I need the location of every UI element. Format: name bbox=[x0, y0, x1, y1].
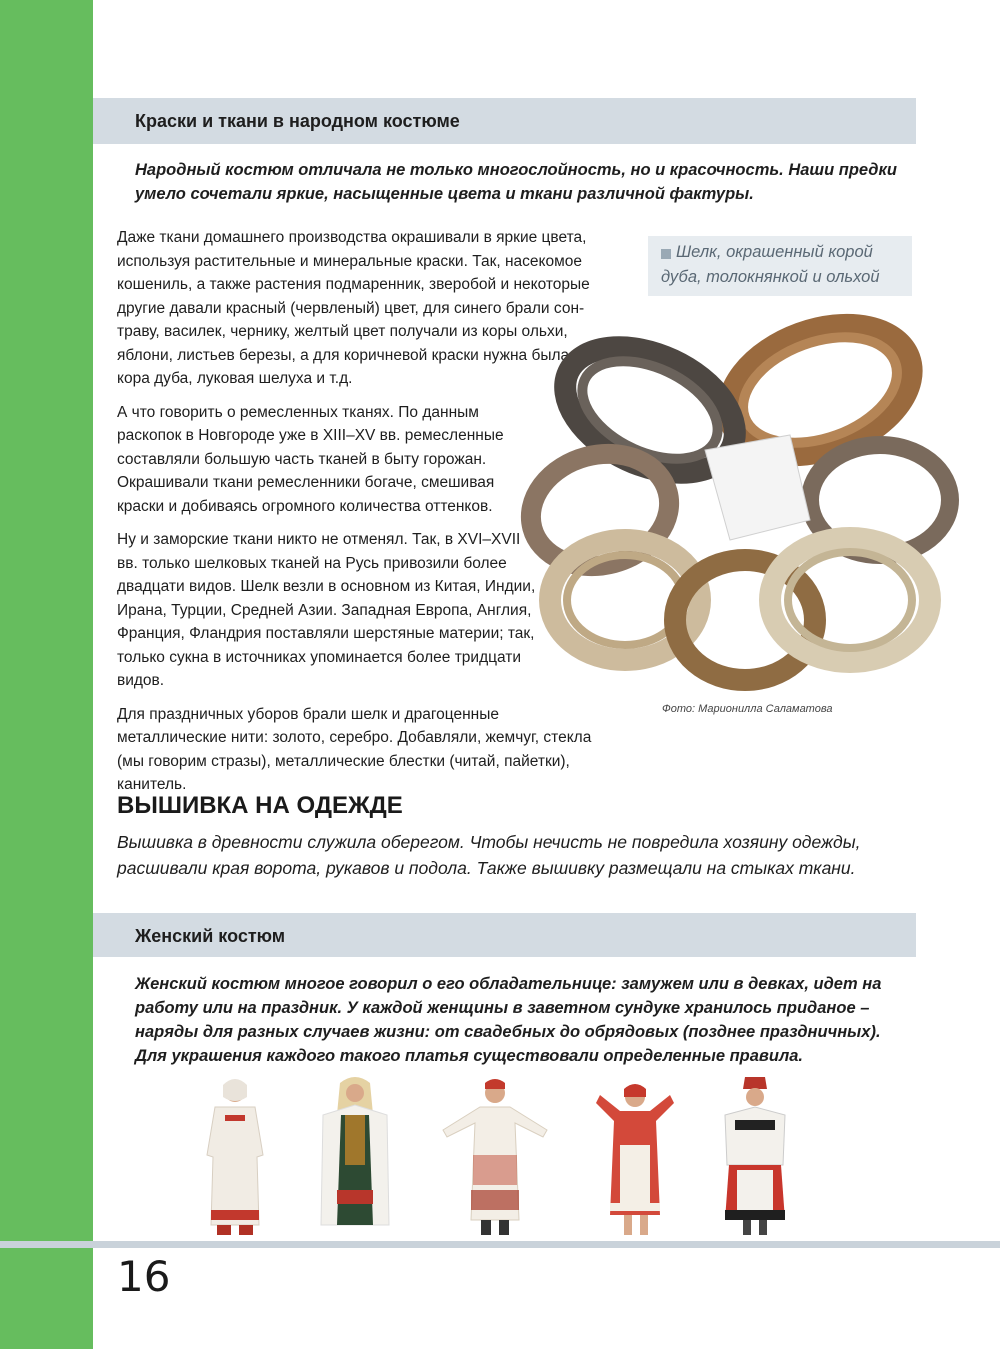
section-header-dyes bbox=[93, 98, 916, 144]
section-lead: Женский костюм многое говорил о его обладательнице: замужем или в девках, идет на работу или на праздник. У каждой женщины в заветном сундуке хранилось приданое – наряды для разных случаев жизни: от свадебных до обрядовых (позднее праздничных). Для украшения каждого такого платья существовали определенные правила. bbox=[135, 975, 882, 1065]
paragraph: А что говорить о ремесленных тканях. По данным раскопок в Новгороде уже в XIII–XV вв. ремесленные составляли большую часть тканей в быту горожан. Окрашивали ткани ремесленники богаче, смешивая краски и добиваясь огромного количества оттенков. bbox=[117, 403, 504, 515]
costume-figure-2 bbox=[315, 1075, 395, 1240]
side-accent-bar bbox=[0, 0, 93, 1349]
footer-divider bbox=[0, 1241, 1000, 1248]
heading-embroidery: ВЫШИВКА НА ОДЕЖДЕ bbox=[117, 792, 403, 819]
photo-credit: Фото: Марионилла Саламатова bbox=[662, 703, 833, 715]
page-number: 16 bbox=[117, 1252, 171, 1301]
silk-skeins-photo bbox=[520, 300, 960, 700]
paragraph: Ну и заморские ткани никто не отменял. Так, в XVI–XVII вв. только шелковых тканей на Русь привозили более двадцати видов. Шелк везли в основном из Китая, Индии, Ирана, Турции, Средней Азии. Западная Европа, Англия, Франция, Фландрия поставляли шерстяные материи; так, только сукна в источниках упоминается более тридцати видов. bbox=[117, 531, 536, 689]
photo-caption-box bbox=[648, 236, 912, 296]
section-title: Женский костюм bbox=[135, 926, 286, 946]
paragraph: Для праздничных уборов брали шелк и драгоценные металлические нити: золото, серебро. Добавляли, жемчуг, стекла (мы говорим стразы), металлические блестки (читай, пайетки), канитель. bbox=[117, 705, 592, 793]
paragraph: Даже ткани домашнего производства окрашивали в яркие цвета, используя растительные и минеральные краски. Так, насекомое кошениль, а также растения подмаренник, зверобой и некоторые другие давали красный (червленый) цвет, для синего брали сон-траву, василек, чернику, желтый цвет получали из коры ольхи, яблони, листьев березы, а для коричневой краски нужна была кора дуба, луковая шелуха и т.д. bbox=[117, 229, 590, 387]
photo-caption: Шелк, окрашенный корой дуба, толокнянкой и ольхой bbox=[661, 243, 880, 286]
embroidery-lead: Вышивка в древности служила оберегом. Чтобы нечисть не повредила хозяину одежды, расшивали края ворота, рукавов и подола. Также вышивку размещали на стыках ткани. bbox=[117, 832, 861, 878]
section-lead: Народный костюм отличала не только многослойность, но и красочность. Наши предки умело сочетали яркие, насыщенные цвета и ткани различной фактуры. bbox=[135, 161, 897, 203]
costume-figure-3 bbox=[435, 1075, 555, 1240]
section-header-womens-costume bbox=[93, 913, 916, 957]
costume-figure-5 bbox=[715, 1075, 795, 1240]
costume-figure-1 bbox=[195, 1075, 275, 1240]
section-title: Краски и ткани в народном костюме bbox=[135, 111, 460, 131]
costume-figure-4 bbox=[590, 1075, 680, 1240]
